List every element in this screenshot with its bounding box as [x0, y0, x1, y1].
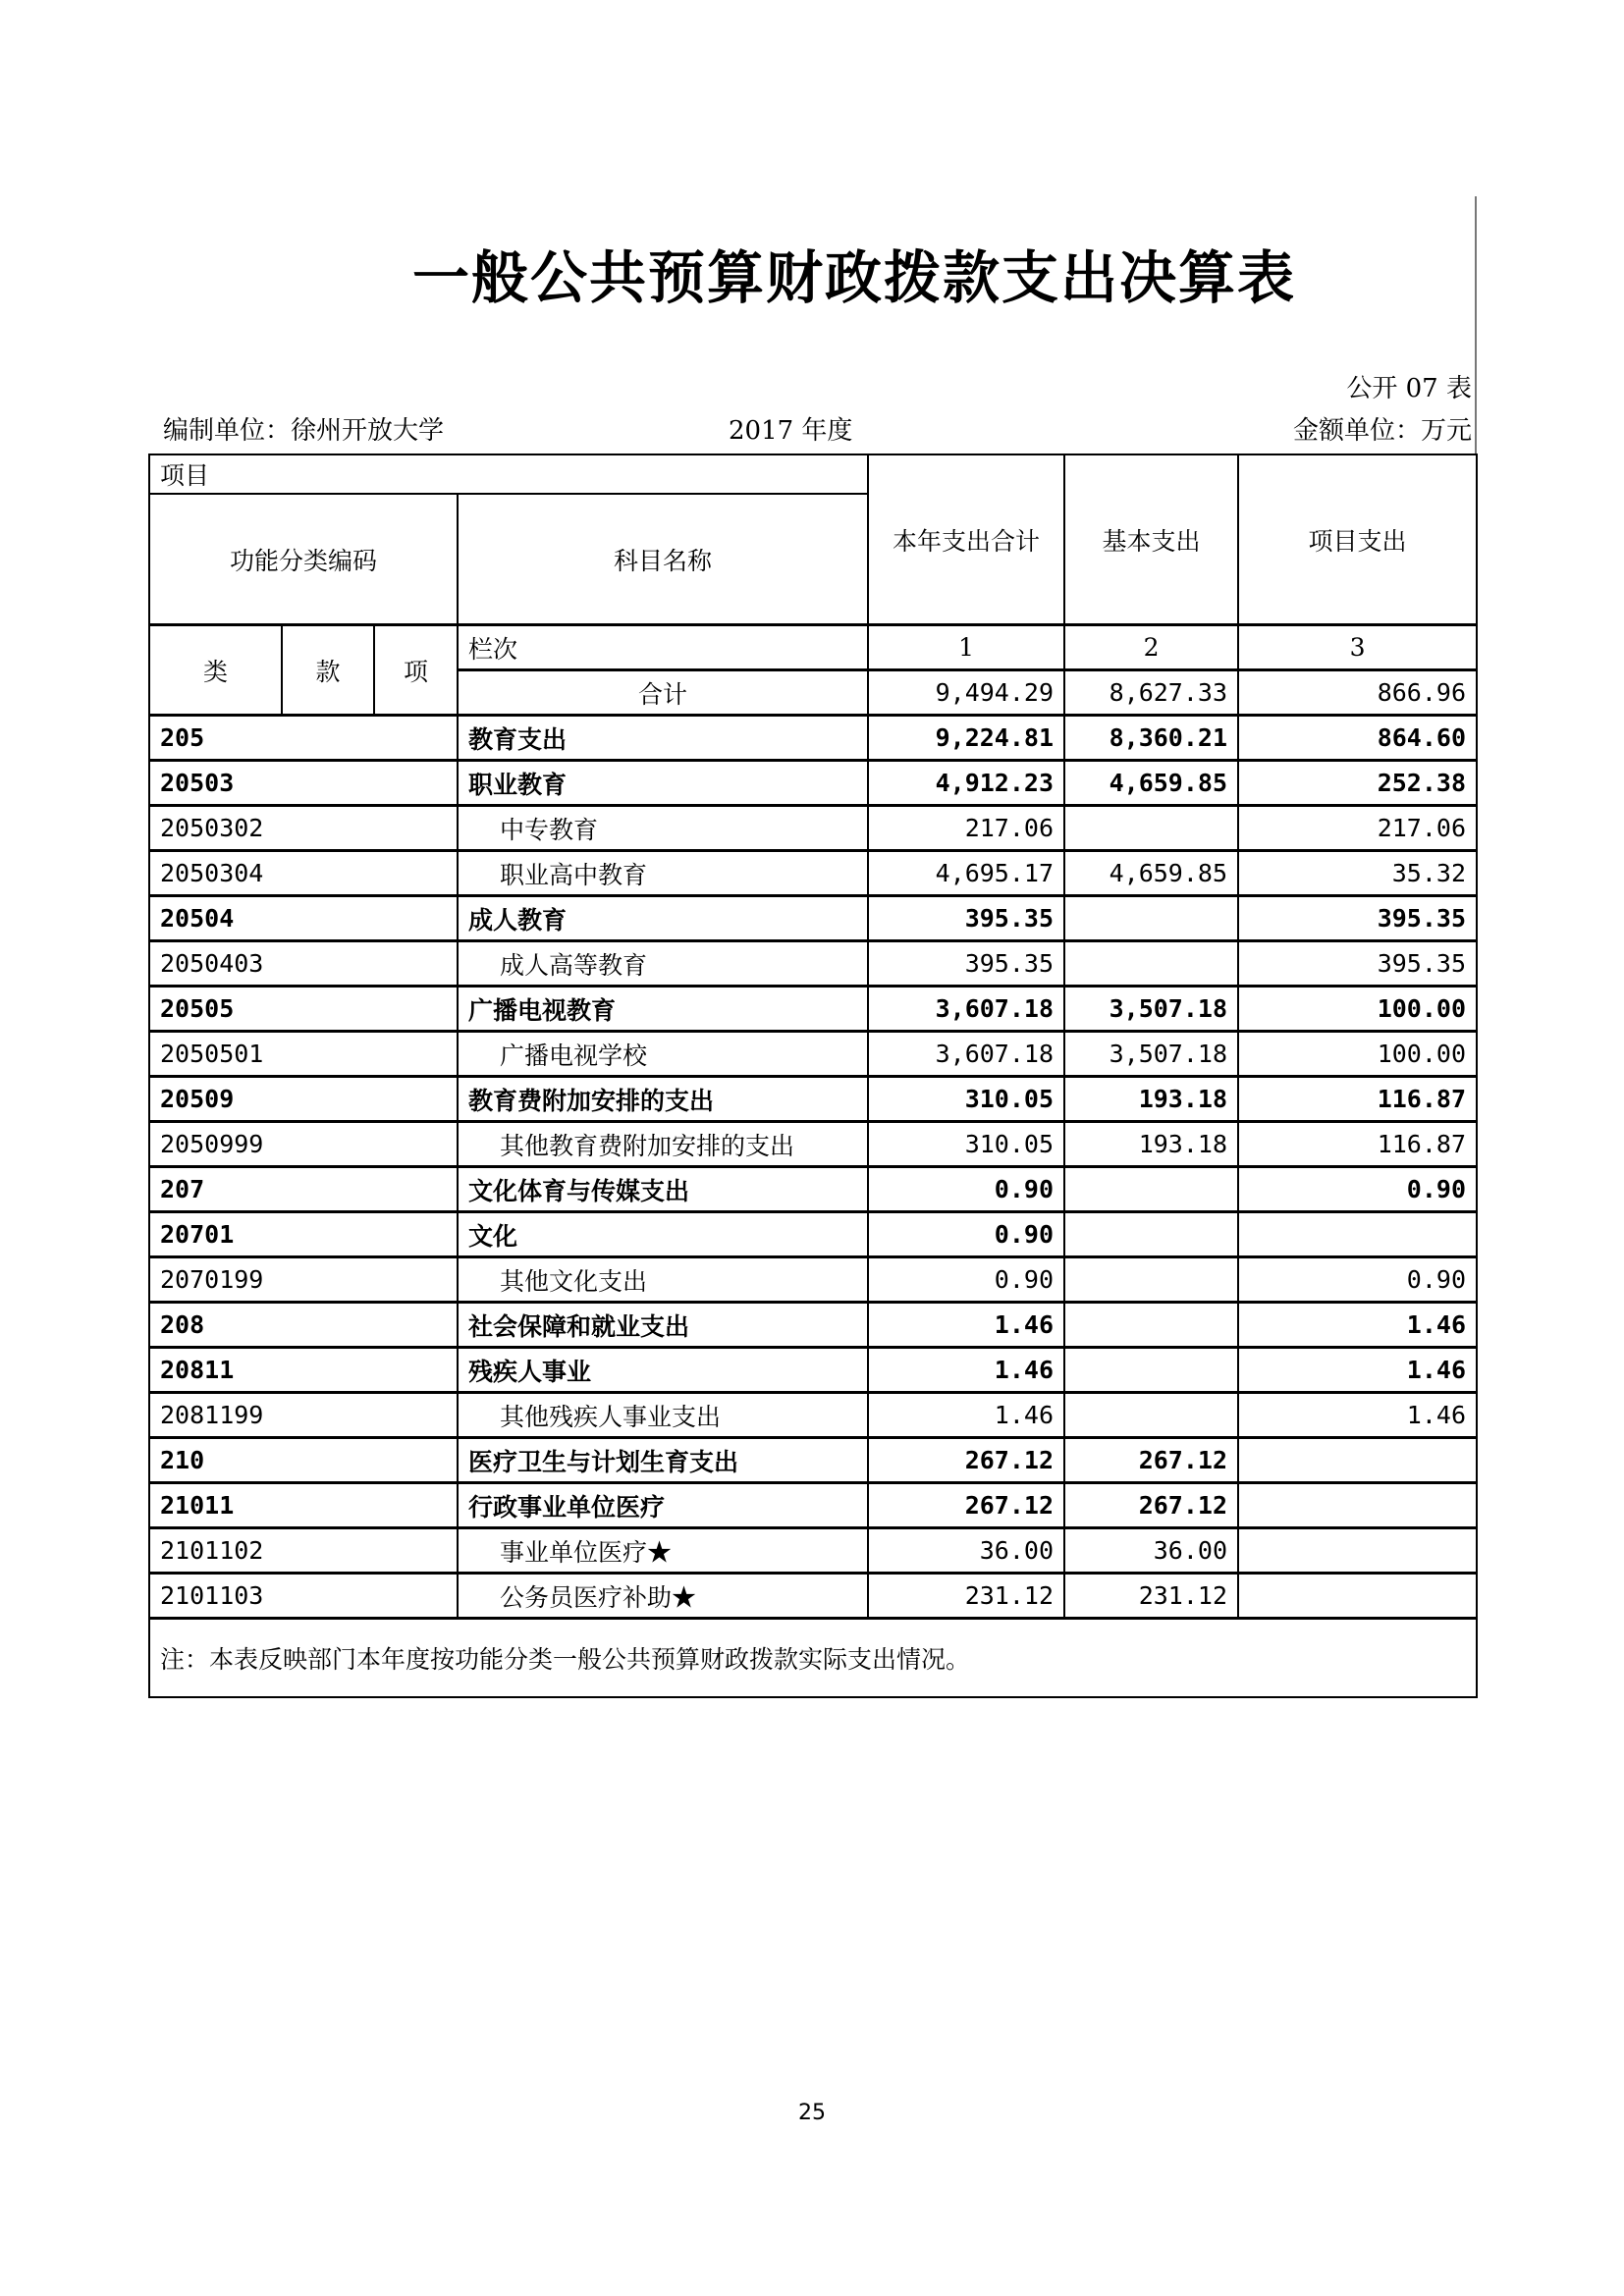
row-code: 2101103 [149, 1574, 458, 1619]
row-basic: 193.18 [1064, 1122, 1238, 1167]
row-project: 395.35 [1238, 941, 1477, 987]
row-basic: 193.18 [1064, 1077, 1238, 1122]
row-subject-name: 职业高中教育 [458, 851, 868, 896]
row-total: 1.46 [868, 1393, 1064, 1438]
row-project [1238, 1574, 1477, 1619]
row-project: 116.87 [1238, 1122, 1477, 1167]
row-total: 1.46 [868, 1348, 1064, 1393]
row-subject-name: 社会保障和就业支出 [458, 1303, 868, 1348]
expenditure-table [148, 454, 1478, 1698]
table-row [149, 1483, 1477, 1528]
table-row [149, 1348, 1477, 1393]
row-basic: 3,507.18 [1064, 1032, 1238, 1077]
row-code: 20505 [149, 987, 458, 1032]
row-basic [1064, 1303, 1238, 1348]
document-title: 一般公共预算财政拨款支出决算表 [412, 244, 1297, 311]
row-total: 267.12 [868, 1438, 1064, 1483]
table-row [149, 1122, 1477, 1167]
row-subject-name: 职业教育 [458, 761, 868, 806]
row-total: 395.35 [868, 941, 1064, 987]
row-project: 217.06 [1238, 806, 1477, 851]
row-code: 2050304 [149, 851, 458, 896]
row-subject-name: 广播电视学校 [458, 1032, 868, 1077]
row-project: 35.32 [1238, 851, 1477, 896]
row-code: 2081199 [149, 1393, 458, 1438]
row-total: 0.90 [868, 1257, 1064, 1303]
row-project: 1.46 [1238, 1393, 1477, 1438]
row-subject-name: 教育支出 [458, 716, 868, 761]
row-code: 21011 [149, 1483, 458, 1528]
total-value-2: 8,627.33 [1064, 670, 1238, 716]
row-total: 267.12 [868, 1483, 1064, 1528]
row-basic: 4,659.85 [1064, 851, 1238, 896]
row-total: 395.35 [868, 896, 1064, 941]
row-basic: 8,360.21 [1064, 716, 1238, 761]
row-basic [1064, 1212, 1238, 1257]
row-subject-name: 事业单位医疗★ [458, 1528, 868, 1574]
row-basic [1064, 941, 1238, 987]
row-subject-name: 成人高等教育 [458, 941, 868, 987]
table-note: 注：本表反映部门本年度按功能分类一般公共预算财政拨款实际支出情况。 [149, 1619, 1477, 1698]
row-project [1238, 1483, 1477, 1528]
header-col-total: 本年支出合计 [868, 454, 1064, 625]
row-subject-name: 文化 [458, 1212, 868, 1257]
row-code: 2050302 [149, 806, 458, 851]
row-code: 20503 [149, 761, 458, 806]
row-code: 20701 [149, 1212, 458, 1257]
row-basic: 3,507.18 [1064, 987, 1238, 1032]
row-project [1238, 1528, 1477, 1574]
row-code: 207 [149, 1167, 458, 1212]
fiscal-year: 2017 年度 [729, 416, 853, 446]
currency-unit: 金额单位：万元 [1292, 416, 1472, 446]
total-value-1: 9,494.29 [868, 670, 1064, 716]
table-row [149, 1257, 1477, 1303]
row-subject-name: 其他教育费附加安排的支出 [458, 1122, 868, 1167]
compiling-unit: 编制单位：徐州开放大学 [163, 416, 445, 446]
row-subject-name: 教育费附加安排的支出 [458, 1077, 868, 1122]
row-total: 310.05 [868, 1077, 1064, 1122]
row-total: 310.05 [868, 1122, 1064, 1167]
page-number: 25 [798, 2101, 826, 2125]
row-project [1238, 1212, 1477, 1257]
header-func-code: 功能分类编码 [149, 494, 458, 625]
table-row [149, 1438, 1477, 1483]
row-basic [1064, 1348, 1238, 1393]
row-total: 1.46 [868, 1303, 1064, 1348]
header-xiang: 项 [374, 625, 458, 716]
row-subject-name: 行政事业单位医疗 [458, 1483, 868, 1528]
row-basic: 231.12 [1064, 1574, 1238, 1619]
row-subject-name: 广播电视教育 [458, 987, 868, 1032]
table-row [149, 761, 1477, 806]
row-total: 4,912.23 [868, 761, 1064, 806]
row-basic [1064, 806, 1238, 851]
row-code: 2101102 [149, 1528, 458, 1574]
row-subject-name: 其他文化支出 [458, 1257, 868, 1303]
row-project: 1.46 [1238, 1303, 1477, 1348]
row-basic [1064, 1393, 1238, 1438]
table-row [149, 1303, 1477, 1348]
row-code: 2050403 [149, 941, 458, 987]
note-row [149, 1619, 1477, 1698]
total-label: 合计 [458, 670, 868, 716]
row-total: 217.06 [868, 806, 1064, 851]
row-total: 9,224.81 [868, 716, 1064, 761]
row-basic [1064, 1257, 1238, 1303]
page-edge-line [1475, 196, 1477, 454]
header-col-basic: 基本支出 [1064, 454, 1238, 625]
row-total: 3,607.18 [868, 1032, 1064, 1077]
row-basic [1064, 896, 1238, 941]
row-basic: 267.12 [1064, 1438, 1238, 1483]
table-row [149, 1574, 1477, 1619]
row-code: 205 [149, 716, 458, 761]
table-row [149, 716, 1477, 761]
row-code: 20504 [149, 896, 458, 941]
table-row [149, 896, 1477, 941]
row-total: 36.00 [868, 1528, 1064, 1574]
header-kuan: 款 [282, 625, 374, 716]
row-project: 864.60 [1238, 716, 1477, 761]
row-total: 4,695.17 [868, 851, 1064, 896]
row-subject-name: 文化体育与传媒支出 [458, 1167, 868, 1212]
total-value-3: 866.96 [1238, 670, 1477, 716]
row-code: 20811 [149, 1348, 458, 1393]
header-col-project: 项目支出 [1238, 454, 1477, 625]
row-basic: 267.12 [1064, 1483, 1238, 1528]
header-lanci: 栏次 [458, 625, 868, 670]
row-project: 100.00 [1238, 987, 1477, 1032]
header-lei: 类 [149, 625, 282, 716]
row-project: 1.46 [1238, 1348, 1477, 1393]
row-project: 395.35 [1238, 896, 1477, 941]
table-row [149, 851, 1477, 896]
row-project: 0.90 [1238, 1257, 1477, 1303]
row-subject-name: 公务员医疗补助★ [458, 1574, 868, 1619]
row-total: 0.90 [868, 1212, 1064, 1257]
row-subject-name: 成人教育 [458, 896, 868, 941]
table-row [149, 1077, 1477, 1122]
table-row [149, 987, 1477, 1032]
table-row [149, 1528, 1477, 1574]
row-code: 210 [149, 1438, 458, 1483]
row-project [1238, 1438, 1477, 1483]
lanci-2: 2 [1064, 625, 1238, 670]
table-row [149, 941, 1477, 987]
header-project: 项目 [149, 454, 868, 494]
row-total: 0.90 [868, 1167, 1064, 1212]
row-code: 208 [149, 1303, 458, 1348]
row-project: 0.90 [1238, 1167, 1477, 1212]
row-basic [1064, 1167, 1238, 1212]
row-total: 231.12 [868, 1574, 1064, 1619]
table-row [149, 1393, 1477, 1438]
row-code: 20509 [149, 1077, 458, 1122]
row-basic: 4,659.85 [1064, 761, 1238, 806]
header-subject-name: 科目名称 [458, 494, 868, 625]
row-subject-name: 其他残疾人事业支出 [458, 1393, 868, 1438]
row-code: 2070199 [149, 1257, 458, 1303]
row-code: 2050501 [149, 1032, 458, 1077]
row-total: 3,607.18 [868, 987, 1064, 1032]
table-number: 公开 07 表 [1346, 374, 1472, 403]
row-basic: 36.00 [1064, 1528, 1238, 1574]
table-row [149, 1032, 1477, 1077]
table-row [149, 1167, 1477, 1212]
lanci-3: 3 [1238, 625, 1477, 670]
row-subject-name: 医疗卫生与计划生育支出 [458, 1438, 868, 1483]
header-row-project [149, 454, 1477, 494]
table-row [149, 806, 1477, 851]
row-code: 2050999 [149, 1122, 458, 1167]
row-subject-name: 残疾人事业 [458, 1348, 868, 1393]
row-subject-name: 中专教育 [458, 806, 868, 851]
lanci-1: 1 [868, 625, 1064, 670]
row-project: 252.38 [1238, 761, 1477, 806]
row-project: 116.87 [1238, 1077, 1477, 1122]
header-row-lanci [149, 625, 1477, 670]
table-row [149, 1212, 1477, 1257]
row-project: 100.00 [1238, 1032, 1477, 1077]
